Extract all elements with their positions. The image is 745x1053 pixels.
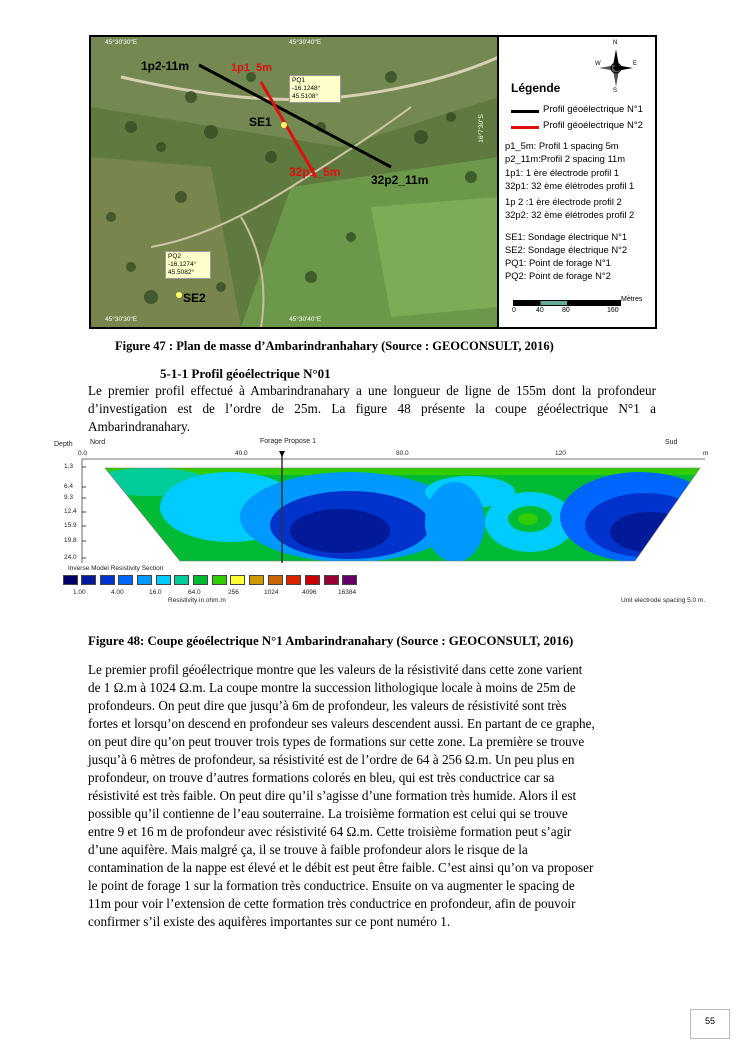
legend-line-red	[511, 126, 539, 129]
legend-title: Légende	[511, 81, 561, 95]
spacing-note: Unit electrode spacing 5.0 m.	[621, 597, 706, 604]
scale-swatch	[286, 575, 301, 585]
pq1-callout	[289, 75, 341, 103]
body-line: on peut dire qu’on peut trouver trois types de formations sur cette zone. La première se trouve	[88, 734, 585, 749]
scale-swatch	[305, 575, 320, 585]
label-se1: SE1	[249, 115, 272, 129]
section-title: 5-1-1 Profil géoélectrique N°01	[160, 366, 331, 381]
depth-tick: 9.3	[64, 494, 74, 501]
legend-row: SE1: Sondage électrique N°1	[505, 231, 628, 242]
scale-swatch	[324, 575, 339, 585]
legend-row: PQ1: Point de forage N°1	[505, 257, 611, 268]
coord-right: 16°7'30"S	[477, 114, 485, 143]
intro-paragraph: Le premier profil effectué à Ambarindranahary a une longueur de ligne de 155m dont la profondeur d’investigation est de l’ordre de 25m. La figure 48 présente la coupe géoélectrique N°1 a Ambarindranahary.	[88, 383, 656, 434]
label-1p1-5m: 1p1_5m	[231, 62, 272, 74]
scale-value: 16384	[338, 589, 357, 596]
scale-unit-label: Resistivity in ohm.m	[168, 597, 226, 604]
inverse-title: Inverse Model Resistivity Section	[68, 565, 164, 572]
label-32p2-11m: 32p2_11m	[371, 173, 429, 187]
scale-swatch	[249, 575, 264, 585]
figure-48-caption: Figure 48: Coupe géoélectrique N°1 Ambarindranahary (Source : GEOCONSULT, 2016)	[88, 634, 574, 648]
scale-swatch	[268, 575, 283, 585]
depth-tick: 19.8	[64, 537, 77, 544]
body-line: de 1 Ω.m à 1024 Ω.m. La coupe montre la succession lithologique locale à moins de 25m de	[88, 680, 576, 695]
page-number: 55	[690, 1009, 730, 1039]
body-line: 11m pour voir l’extension de cette formation très conductrice en profondeur, afin de pouvoir	[88, 896, 576, 911]
scale-value: 4.00	[111, 589, 124, 596]
scale-swatch	[81, 575, 96, 585]
legend-row: PQ2: Point de forage N°2	[505, 270, 611, 281]
sud-label: Sud	[665, 439, 678, 446]
scale-swatch	[118, 575, 133, 585]
legend-row: 32p2: 32 ème élétrodes profil 2	[505, 209, 635, 220]
scale-tick: 80	[562, 307, 570, 314]
pq1-lon: 45.5108°	[292, 93, 319, 100]
figure-47-caption: Figure 47 : Plan de masse d’Ambarindranhahary (Source : GEOCONSULT, 2016)	[115, 339, 554, 353]
scale-value: 1.00	[73, 589, 86, 596]
depth-tick: 1.3	[64, 463, 74, 470]
depth-tick: 6.4	[64, 483, 74, 490]
forage-arrow-icon	[279, 451, 285, 457]
scale-unit: Mètres	[621, 296, 643, 303]
body-line: fortes et lorsqu’on descend en profondeur ses valeurs descendent aussi. En partant de ce graphe,	[88, 716, 595, 731]
scale-swatch	[230, 575, 245, 585]
compass-rose-icon	[595, 45, 637, 91]
scale-swatch	[174, 575, 189, 585]
x-tick: 80.0	[396, 450, 409, 457]
scale-swatch	[100, 575, 115, 585]
body-line: jusqu’à 6 mètres de profondeur, sa résistivité est de l’ordre de 64 à 256 Ω.m. Un peu plus en	[88, 752, 575, 767]
scale-swatch	[156, 575, 171, 585]
legend-line-black	[511, 110, 539, 113]
scale-swatch	[342, 575, 357, 585]
x-tick: 40.0	[235, 450, 248, 457]
scale-swatch	[137, 575, 152, 585]
depth-label: Depth	[54, 441, 73, 448]
site-map	[81, 35, 501, 329]
scale-tick: 0	[512, 307, 516, 314]
scale-value: 16.0	[149, 589, 162, 596]
pq2-lat: -16.1274°	[168, 261, 197, 268]
label-se2: SE2	[183, 291, 206, 305]
legend-row: 1p1: 1 ère électrode profil 1	[505, 167, 620, 178]
scale-swatch	[63, 575, 78, 585]
body-line: d’une aquifère. Mais malgré ça, il se trouve à faible profondeur alors le risque de la	[88, 842, 528, 857]
legend-row: p2_11m:Profil 2 spacing 11m	[505, 153, 626, 164]
forage-label: Forage Propose 1	[260, 438, 317, 445]
body-line: profondeur, on trouve d’autres formations colorés en bleu, qui est très conductrice car sa	[88, 770, 555, 785]
scale-value: 1024	[264, 589, 279, 596]
depth-tick: 12.4	[64, 508, 77, 515]
pq2-lon: 45.5082°	[168, 269, 195, 276]
legend-row: p1_5m: Profil 1 spacing 5m	[505, 140, 619, 151]
scale-value: 256	[228, 589, 239, 596]
compass-e: E	[633, 61, 638, 67]
pq2-name: PQ2	[168, 253, 182, 260]
scale-value: 4096	[302, 589, 317, 596]
scale-tick: 160	[607, 307, 619, 314]
body-line: le point de forage 1 sur la formation très conductrice. Ensuite on va augmenter le spacing de	[88, 878, 575, 893]
body-line: confirmer s’il existe des aquifères importantes sur ce pont numéro 1.	[88, 914, 451, 929]
depth-tick: 15.9	[64, 522, 77, 529]
body-paragraph	[88, 661, 656, 931]
compass-n: N	[613, 40, 618, 46]
map-legend	[497, 35, 657, 329]
x-tick: 0.0	[78, 450, 88, 457]
depth-tick: 24.0	[64, 554, 77, 561]
pq1-name: PQ1	[292, 77, 306, 84]
x-tick: 120	[555, 450, 566, 457]
scale-value: 64.0	[188, 589, 201, 596]
legend-row: 1p 2 :1 ère électrode profil 2	[505, 196, 622, 207]
scale-bar	[513, 300, 621, 306]
coord-bottom-left: 45°30'30"E	[105, 316, 138, 323]
compass-w: W	[595, 61, 601, 67]
legend-profile-1: Profil géoélectrique N°1	[543, 104, 643, 115]
body-line: contamination de la nappe est élevé et le débit est peut être faible. C’est ainsi qu’on va proposer	[88, 860, 594, 875]
compass-s: S	[613, 88, 618, 94]
label-1p2-11m: 1p2-11m	[141, 59, 190, 73]
section-plot	[60, 437, 710, 567]
body-line: possible qu’il contienne de l’eau souterraine. La troisième formation est celui qui se trouve	[88, 806, 568, 821]
coord-top-left: 45°30'30"E	[105, 39, 138, 46]
scale-swatch	[193, 575, 208, 585]
coord-left: 16°7'30"S	[81, 114, 89, 143]
label-32p1-5m: 32p1_5m	[289, 165, 341, 179]
body-line: résistivité est très faible. On peut dire qu’il s’agisse d’une formation très humide. Alors il est	[88, 788, 577, 803]
pq1-lat: -16.1248°	[292, 85, 321, 92]
legend-row: 32p1: 32 ème élétrodes profil 1	[505, 180, 635, 191]
scale-tick: 40	[536, 307, 544, 314]
legend-profile-2: Profil géoélectrique N°2	[543, 120, 643, 131]
scale-swatch	[212, 575, 227, 585]
x-unit: m	[703, 450, 709, 457]
nord-label: Nord	[90, 439, 106, 446]
body-line: entre 9 et 16 m de profondeur avec résistivité 64 Ω.m. Cette troisième formation peut s’agir	[88, 824, 572, 839]
resistivity-section	[54, 437, 710, 612]
pq2-callout	[165, 251, 211, 279]
legend-row: SE2: Sondage électrique N°2	[505, 244, 628, 255]
body-line: profondeurs. On peut dire que jusqu’à 6m de profondeur, les valeurs de résistivité sont très	[88, 698, 567, 713]
body-line: Le premier profil géoélectrique montre que les valeurs de la résistivité dans cette zone varient	[88, 662, 583, 677]
coord-bottom-right: 45°30'40"E	[289, 316, 322, 323]
coord-top-right: 45°30'40"E	[289, 39, 322, 46]
